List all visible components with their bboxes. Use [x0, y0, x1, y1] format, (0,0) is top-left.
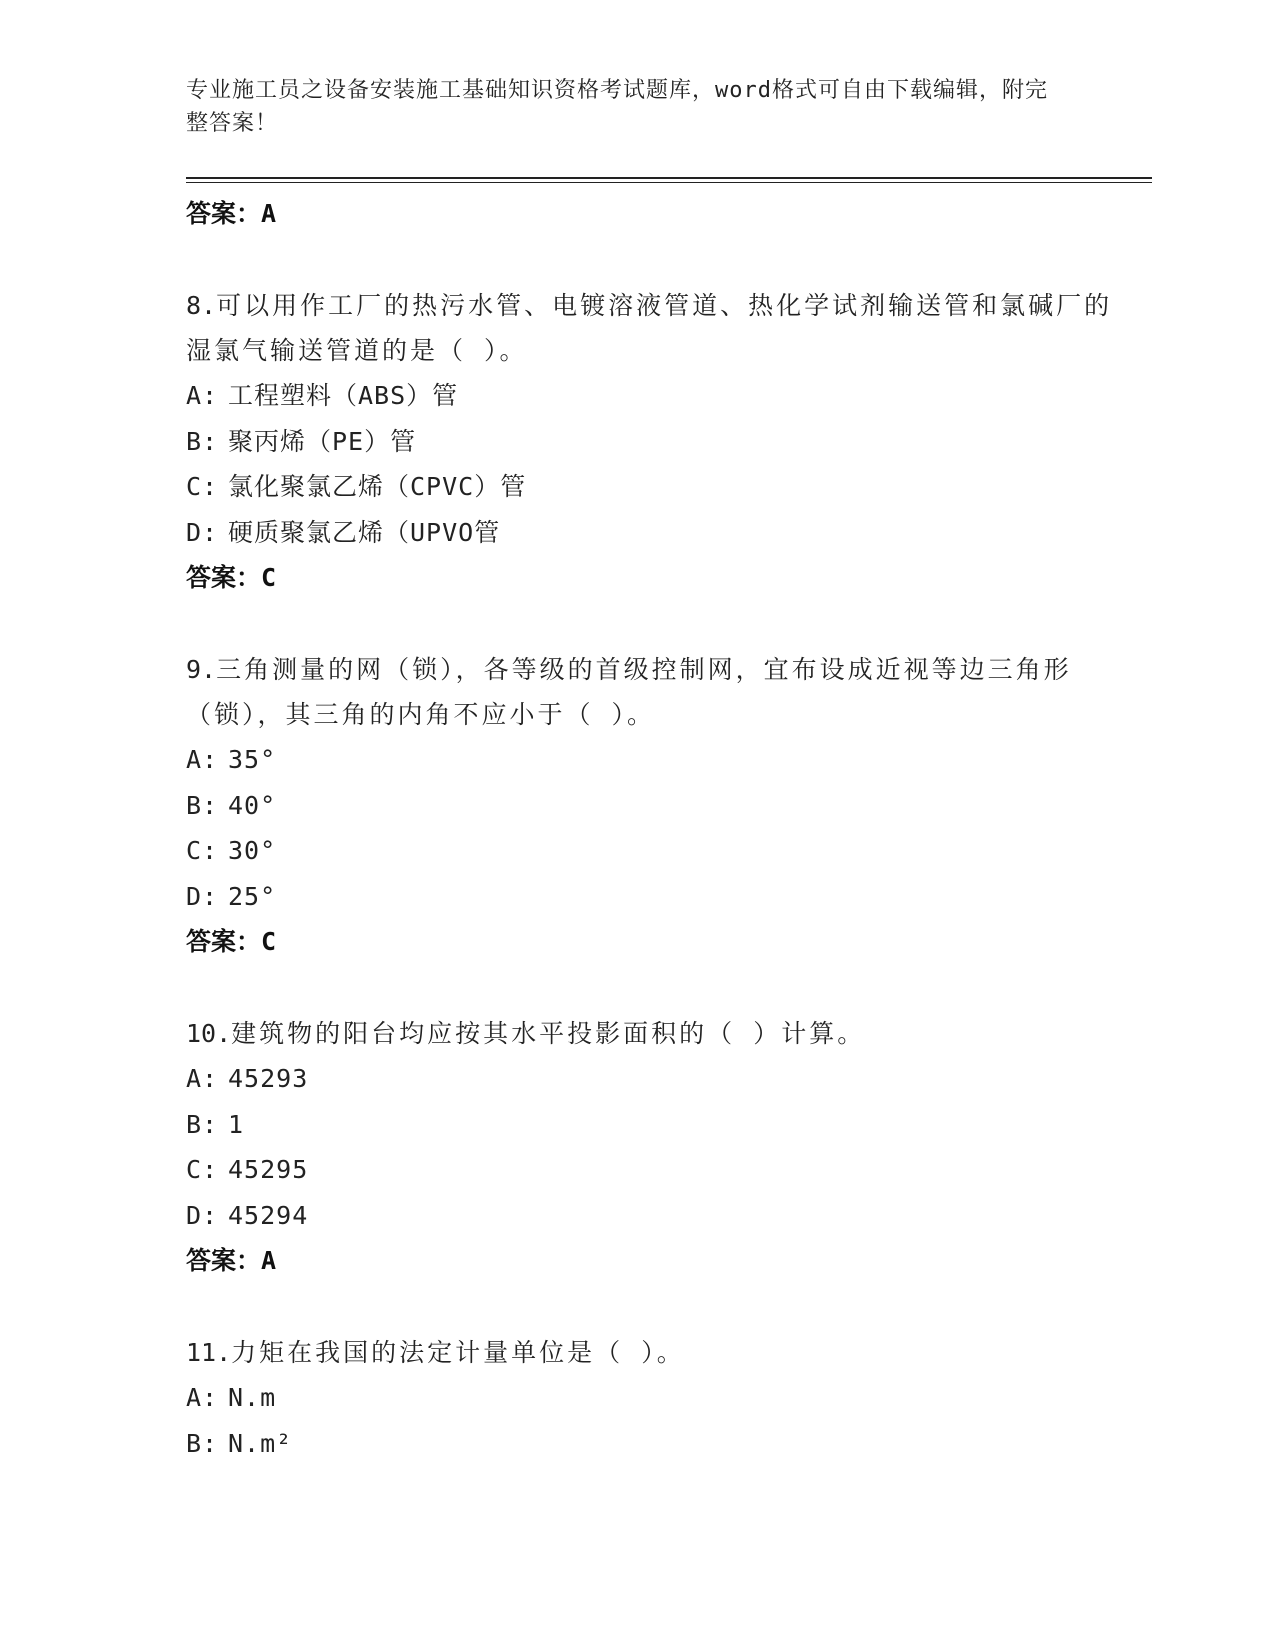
option-b — [186, 419, 1116, 465]
option-letter: A: — [186, 1383, 219, 1412]
answer-line — [186, 555, 1116, 601]
answer-line — [186, 919, 1116, 965]
option-a — [186, 1056, 1116, 1102]
answer-line — [186, 1238, 1116, 1284]
question-text — [186, 1011, 1116, 1056]
question-stem: 可以用作工厂的热污水管、电镀溶液管道、热化学试剂输送管和氯碱厂的湿氯气输送管道的是（ ）。 — [186, 291, 1113, 365]
option-text: N.m² — [228, 1428, 293, 1458]
option-letter: B: — [186, 1428, 219, 1458]
option-letter: A: — [186, 381, 219, 410]
option-d — [186, 1193, 1116, 1239]
answer-line — [186, 191, 1116, 237]
question-stem: 三角测量的网（锁），各等级的首级控制网，宜布设成近视等边三角形（锁），其三角的内角不应小于（ ）。 — [186, 655, 1072, 729]
option-letter: C: — [186, 1155, 219, 1184]
answer-label: 答案： — [186, 199, 262, 228]
question-list — [186, 191, 1116, 1466]
header-rule-thick — [186, 177, 1152, 179]
option-c — [186, 1147, 1116, 1193]
answer-value: A — [261, 199, 277, 228]
option-a — [186, 1375, 1116, 1421]
option-letter: D: — [186, 881, 219, 911]
option-text: 25° — [228, 881, 277, 911]
answer-value: C — [261, 927, 277, 956]
option-text: 45295 — [228, 1155, 309, 1184]
option-text: 45294 — [228, 1200, 309, 1230]
page-header: 专业施工员之设备安装施工基础知识资格考试题库，word格式可自由下载编辑，附完整答案！ — [186, 78, 1048, 136]
option-text: N.m — [228, 1383, 277, 1412]
option-text: 35° — [228, 745, 277, 774]
question-8 — [186, 283, 1116, 601]
option-text: 硬质聚氯乙烯（UPVO管 — [228, 517, 501, 547]
option-letter: A: — [186, 745, 219, 774]
question-text — [186, 647, 1116, 737]
question-10 — [186, 1011, 1116, 1284]
option-b — [186, 783, 1116, 829]
option-text: 45293 — [228, 1064, 309, 1093]
option-letter: C: — [186, 836, 219, 865]
option-text: 聚丙烯（PE）管 — [228, 426, 417, 456]
option-a — [186, 737, 1116, 783]
option-letter: A: — [186, 1064, 219, 1093]
option-letter: B: — [186, 426, 219, 456]
answer-label: 答案： — [186, 1246, 262, 1275]
option-c — [186, 464, 1116, 510]
option-text: 氯化聚氯乙烯（CPVC）管 — [228, 472, 527, 501]
question-number: 10. — [186, 1019, 232, 1048]
header-rule-thin — [186, 182, 1152, 183]
option-c — [186, 828, 1116, 874]
answer-value: C — [261, 563, 277, 592]
option-text: 1 — [228, 1109, 245, 1139]
question-number: 9. — [186, 655, 217, 684]
answer-value: A — [261, 1246, 277, 1275]
option-letter: D: — [186, 1200, 219, 1230]
option-a — [186, 373, 1116, 419]
option-b — [186, 1102, 1116, 1148]
question-number: 8. — [186, 291, 217, 320]
question-stem: 力矩在我国的法定计量单位是（ ）。 — [231, 1338, 685, 1367]
option-d — [186, 510, 1116, 556]
option-text: 工程塑料（ABS）管 — [228, 381, 459, 410]
option-d — [186, 874, 1116, 920]
answer-label: 答案： — [186, 927, 262, 956]
question-text — [186, 283, 1116, 373]
question-number: 11. — [186, 1338, 232, 1367]
question-9 — [186, 647, 1116, 965]
question-11 — [186, 1330, 1116, 1466]
option-letter: B: — [186, 790, 219, 820]
question-stem: 建筑物的阳台均应按其水平投影面积的（ ）计算。 — [231, 1019, 866, 1048]
option-text: 30° — [228, 836, 277, 865]
option-letter: B: — [186, 1109, 219, 1139]
answer-label: 答案： — [186, 563, 262, 592]
option-letter: C: — [186, 472, 219, 501]
option-text: 40° — [228, 790, 277, 820]
question-text — [186, 1330, 1116, 1375]
option-b — [186, 1421, 1116, 1467]
option-letter: D: — [186, 517, 219, 547]
